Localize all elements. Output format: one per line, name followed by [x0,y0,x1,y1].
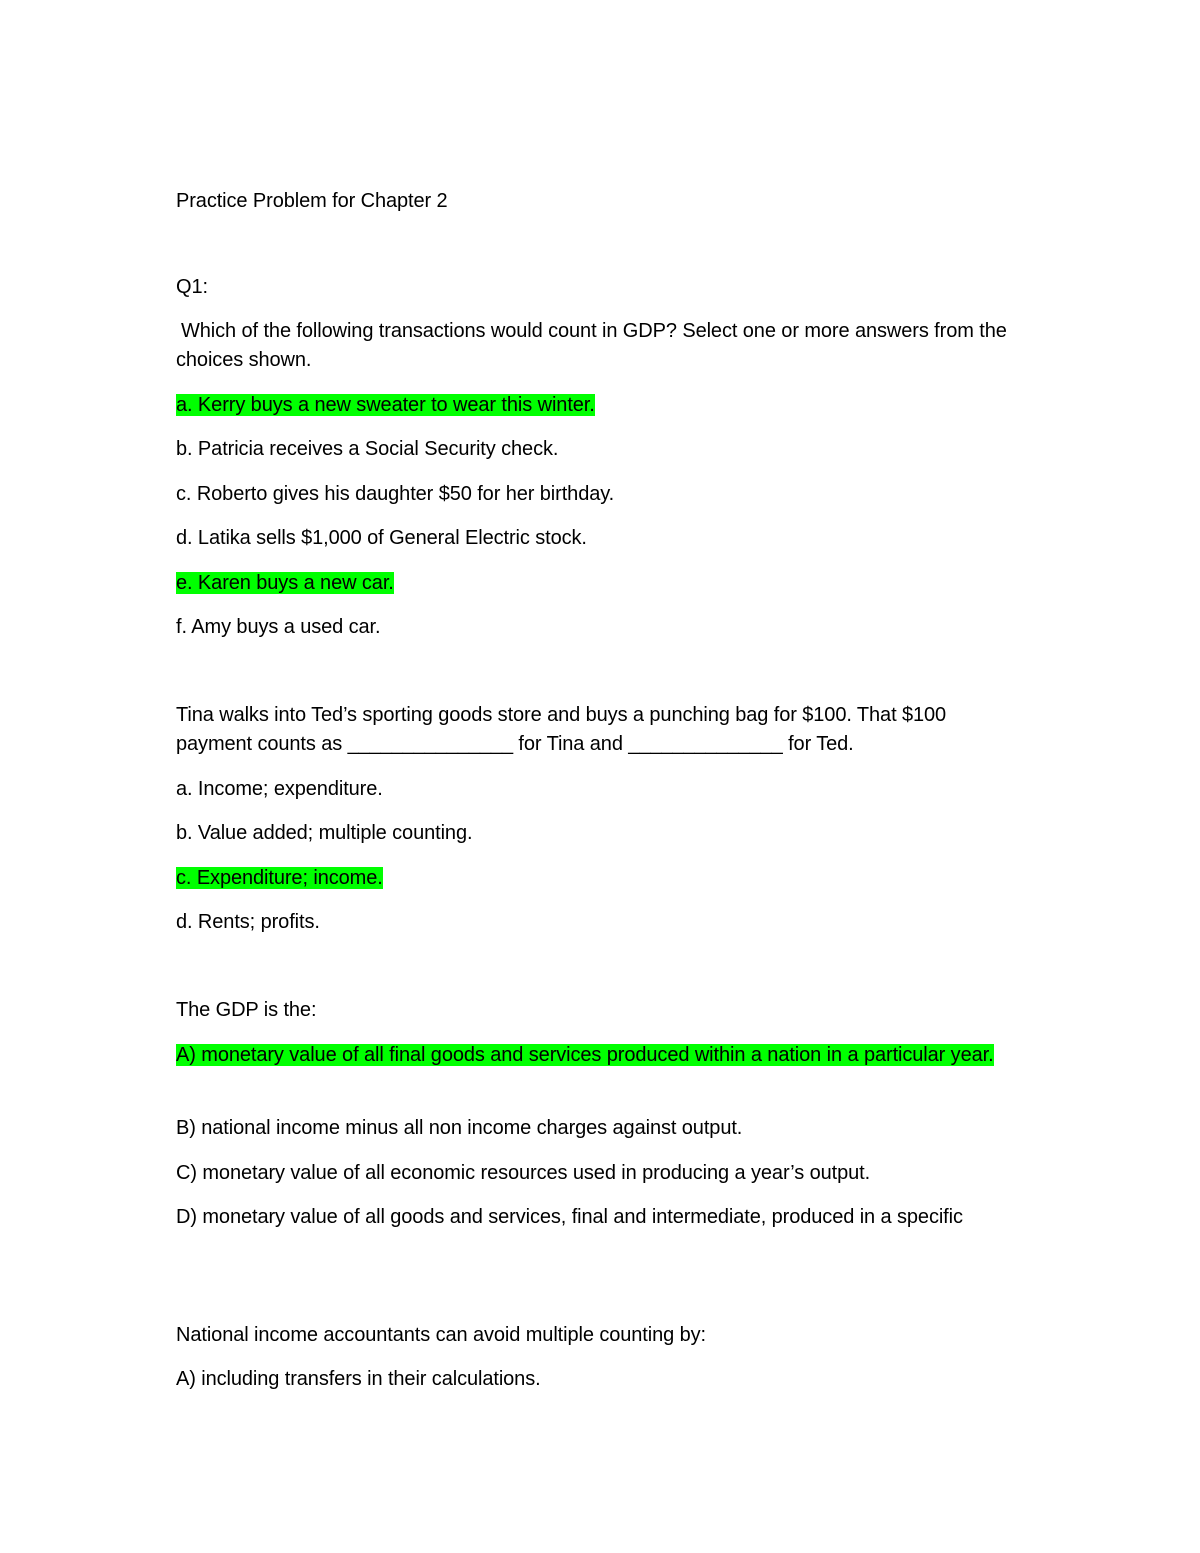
q2-option-d: d. Rents; profits. [176,911,320,933]
q3-option-b: B) national income minus all non income charges against output. [176,1117,743,1139]
q4-option-a: A) including transfers in their calculations. [176,1368,541,1390]
q3-option-a [176,1041,1026,1070]
q2-option-a: a. Income; expenditure. [176,778,383,800]
q3-option-d: D) monetary value of all goods and services, final and intermediate, produced in a specific [176,1206,963,1228]
q2-option-c-text: c. Expenditure; income. [176,867,383,889]
q1-option-a-text: a. Kerry buys a new sweater to wear this winter. [176,394,595,416]
q1-option-a [176,391,595,420]
q2-option-b: b. Value added; multiple counting. [176,822,473,844]
document-title: Practice Problem for Chapter 2 [176,190,448,212]
q1-option-d: d. Latika sells $1,000 of General Electric stock. [176,527,587,549]
question-4-text: National income accountants can avoid multiple counting by: [176,1324,706,1346]
question-1-label: Q1: [176,276,208,298]
q1-option-e-text: e. Karen buys a new car. [176,572,394,594]
question-1-text-content: Which of the following transactions would count in GDP? Select one or more answers from the choices shown. [176,320,1007,371]
q3-option-a-text: A) monetary value of all final goods and services produced within a nation in a particular year. [176,1044,994,1066]
q1-option-f: f. Amy buys a used car. [176,616,381,638]
q3-option-c: C) monetary value of all economic resources used in producing a year’s output. [176,1162,871,1184]
question-2-text: Tina walks into Ted’s sporting goods store and buys a punching bag for $100. That $100 payment counts as _______________ for Tina and ______________ for Ted. [176,704,947,755]
q1-option-c: c. Roberto gives his daughter $50 for her birthday. [176,483,615,505]
q2-option-c [176,864,383,893]
question-1-text [176,317,1026,375]
q1-option-e [176,569,394,598]
q1-option-b: b. Patricia receives a Social Security check. [176,438,559,460]
question-3-text: The GDP is the: [176,999,317,1021]
